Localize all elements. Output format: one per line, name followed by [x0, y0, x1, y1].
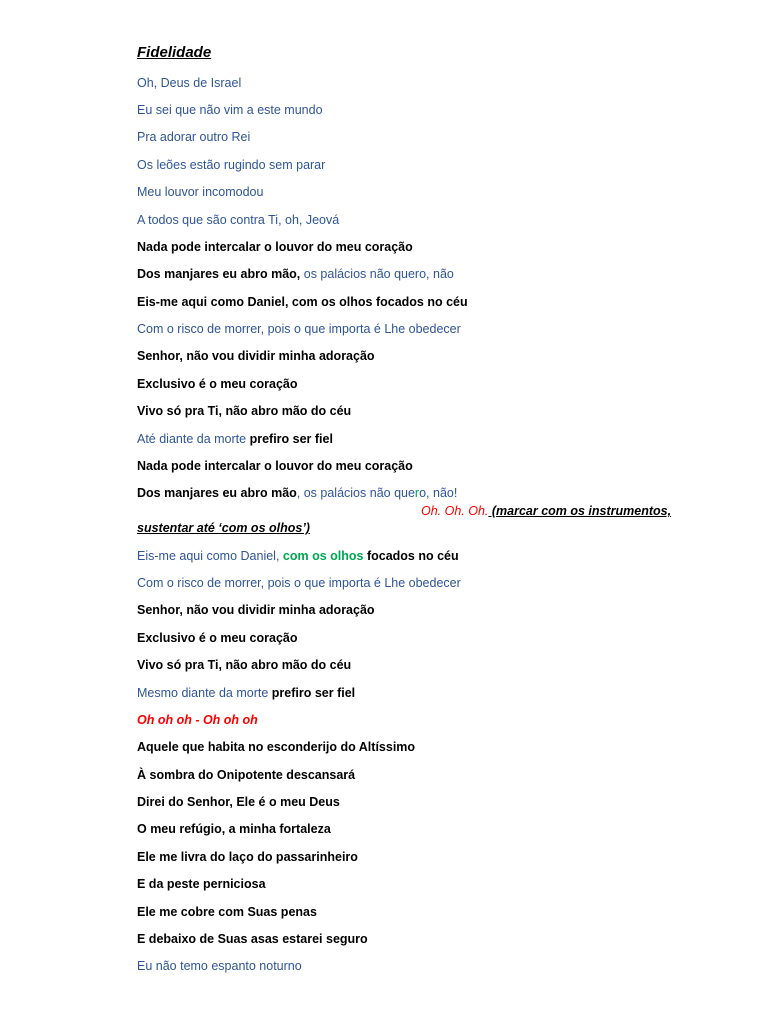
lyric-line: Eu sei que não vim a este mundo	[137, 103, 323, 117]
lyric-line: Ele me livra do laço do passarinheiro	[137, 850, 358, 864]
lyric-line: À sombra do Onipotente descansará	[137, 768, 356, 782]
lyric-line: Os leões estão rugindo sem parar	[137, 158, 326, 172]
lyric-line: Meu louvor incomodou	[137, 185, 264, 199]
lyric-line: Nada pode intercalar o louvor do meu coração	[137, 459, 413, 473]
lyric-segment: Dos manjares eu abro mão,	[137, 267, 301, 281]
lyric-line: Aquele que habita no esconderijo do Altíssimo	[137, 740, 416, 754]
lyric-line	[137, 485, 457, 501]
lyric-line: Direi do Senhor, Ele é o meu Deus	[137, 795, 340, 809]
note-segment: Oh. Oh. Oh.	[421, 504, 489, 518]
arrangement-note: sustentar até ‘com os olhos’)	[137, 521, 310, 535]
lyric-line: Eis-me aqui como Daniel, com os olhos focados no céu	[137, 295, 468, 309]
lyric-segment: prefiro ser fiel	[268, 686, 356, 700]
lyric-segment: Até diante da morte	[137, 432, 247, 446]
lyric-line: Nada pode intercalar o louvor do meu coração	[137, 240, 413, 254]
lyric-line: A todos que são contra Ti, oh, Jeová	[137, 213, 340, 227]
lyric-line	[137, 266, 454, 282]
lyric-segment: os palácios não quero, não	[300, 267, 454, 281]
lyric-segment: o	[419, 486, 427, 500]
lyric-line: Eu não temo espanto noturno	[137, 959, 302, 973]
lyric-line	[137, 431, 333, 447]
lyric-line	[137, 548, 459, 564]
arrangement-note	[421, 503, 671, 519]
lyric-line: Oh, Deus de Israel	[137, 76, 242, 90]
lyric-segment: prefiro ser fiel	[246, 432, 333, 446]
lyric-segment: Dos manjares eu abro mão	[137, 486, 297, 500]
lyric-line: Ele me cobre com Suas penas	[137, 905, 317, 919]
lyric-line: Exclusivo é o meu coração	[137, 631, 298, 645]
note-segment: (marcar com os instrumentos,	[488, 504, 672, 518]
lyric-line: O meu refúgio, a minha fortaleza	[137, 822, 331, 836]
lyric-line: Com o risco de morrer, pois o que importa é Lhe obedecer	[137, 576, 461, 590]
lyric-segment: focados no céu	[363, 549, 459, 563]
page-title: Fidelidade	[137, 44, 212, 61]
lyric-segment: Mesmo diante da morte	[137, 686, 269, 700]
lyric-line: Senhor, não vou dividir minha adoração	[137, 349, 375, 363]
lyric-line	[137, 685, 355, 701]
lyric-line: Vivo só pra Ti, não abro mão do céu	[137, 404, 352, 418]
lyric-line: Com o risco de morrer, pois o que importa é Lhe obedecer	[137, 322, 461, 336]
lyric-line: E debaixo de Suas asas estarei seguro	[137, 932, 368, 946]
lyric-segment: com os olhos	[279, 549, 364, 563]
lyric-line: Exclusivo é o meu coração	[137, 377, 298, 391]
lyric-segment: , não!	[426, 486, 458, 500]
lyric-line: Senhor, não vou dividir minha adoração	[137, 603, 375, 617]
lyric-line: Oh oh oh - Oh oh oh	[137, 713, 258, 727]
lyric-segment: , os palácios não que	[296, 486, 415, 500]
lyric-segment: r	[414, 486, 420, 500]
lyric-segment: Eis-me aqui como Daniel,	[137, 549, 280, 563]
lyric-line: Pra adorar outro Rei	[137, 130, 251, 144]
lyric-line: E da peste perniciosa	[137, 877, 266, 891]
lyric-line: Vivo só pra Ti, não abro mão do céu	[137, 658, 352, 672]
